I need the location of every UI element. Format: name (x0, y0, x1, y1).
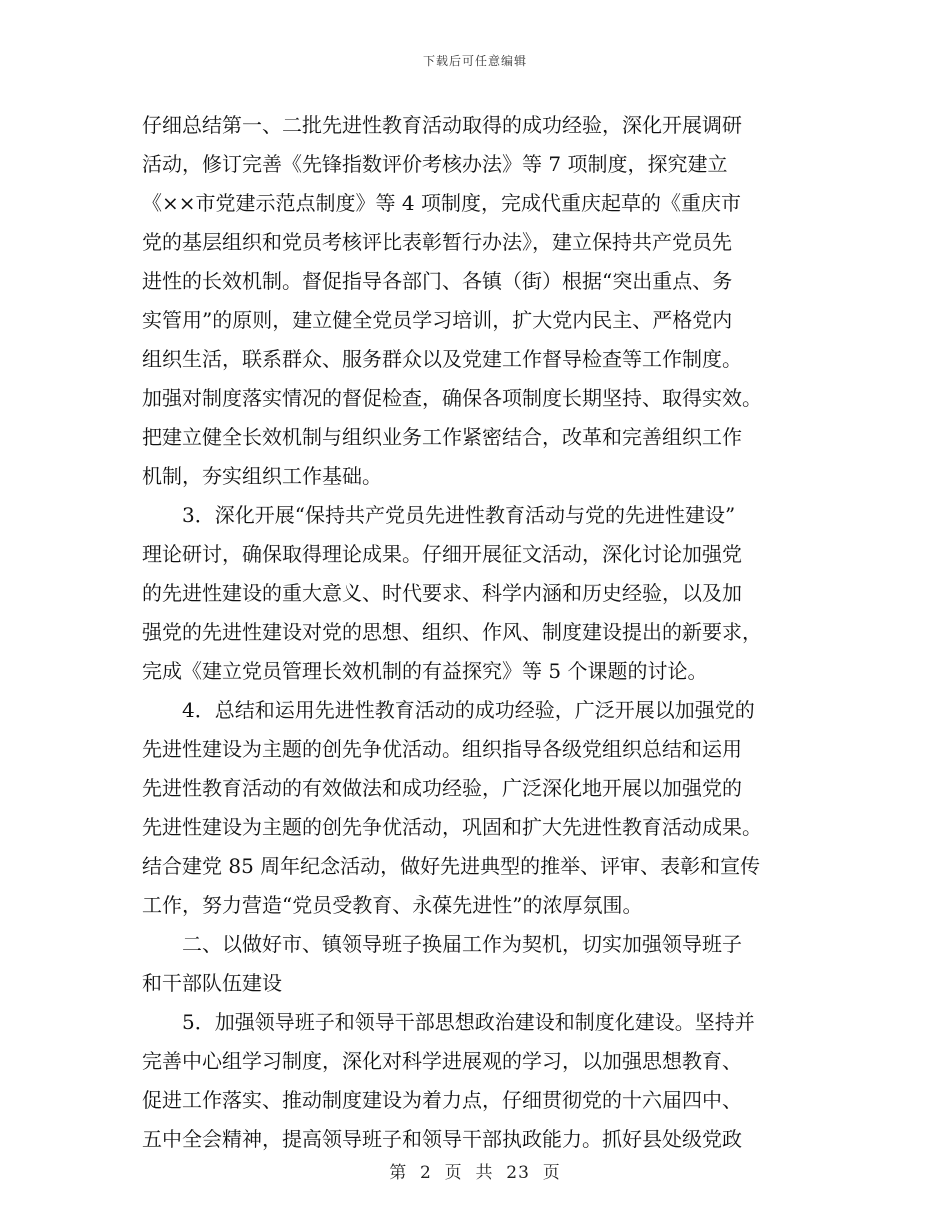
text-line: 党的基层组织和党员考核评比表彰暂行办法》，建立保持共产党员先 (142, 230, 732, 254)
text-line: 机制，夯实组织工作基础。 (142, 464, 382, 488)
text-line: 先进性建设为主题的创先争优活动，巩固和扩大先进性教育活动成果。 (142, 815, 762, 839)
text-line: 《××市党建示范点制度》等 4 项制度，完成代重庆起草的《重庆市 (142, 191, 741, 215)
text-line: 仔细总结第一、二批先进性教育活动取得的成功经验，深化开展调研 (142, 113, 742, 137)
text-line: 把建立健全长效机制与组织业务工作紧密结合，改革和完善组织工作 (142, 425, 742, 449)
text-line: 理论研讨，确保取得理论成果。仔细开展征文活动，深化讨论加强党 (142, 542, 742, 566)
text-line: 5．加强领导班子和领导干部思想政治建设和制度化建设。坚持并 (142, 1010, 755, 1034)
text-line: 4．总结和运用先进性教育活动的成功经验，广泛开展以加强党的 (142, 698, 755, 722)
text-line: 和干部队伍建设 (142, 971, 282, 995)
text-line: 二、以做好市、镇领导班子换届工作为契机，切实加强领导班子 (142, 932, 742, 956)
text-line: 强党的先进性建设对党的思想、组织、作风、制度建设提出的新要求， (142, 620, 762, 644)
text-line: 结合建党 85 周年纪念活动，做好先进典型的推举、评审、表彰和宣传 (142, 854, 761, 878)
text-line: 五中全会精神，提高领导班子和领导干部执政能力。抓好县处级党政 (142, 1127, 742, 1151)
text-line: 加强对制度落实情况的督促检查，确保各项制度长期坚持、取得实效。 (142, 386, 762, 410)
text-line: 完善中心组学习制度，深化对科学进展观的学习，以加强思想教育、 (142, 1049, 742, 1073)
text-line: 活动，修订完善《先锋指数评价考核办法》等 7 项制度，探究建立 (142, 152, 728, 176)
page-header: 下载后可任意编辑 (422, 54, 527, 68)
text-line: 先进性建设为主题的创先争优活动。组织指导各级党组织总结和运用 (142, 737, 742, 761)
document-body (142, 106, 808, 1159)
page-footer: 第 2 页 共 23 页 (389, 1163, 561, 1183)
text-line: 3．深化开展“保持共产党员先进性教育活动与党的先进性建设” (142, 503, 736, 527)
text-line: 的先进性建设的重大意义、时代要求、科学内涵和历史经验，以及加 (142, 581, 742, 605)
text-line: 工作，努力营造“党员受教育、永葆先进性”的浓厚氛围。 (142, 893, 643, 917)
text-line: 进性的长效机制。督促指导各部门、各镇（街）根据“突出重点、务 (142, 269, 733, 293)
text-line: 实管用”的原则，建立健全党员学习培训，扩大党内民主、严格党内 (142, 308, 733, 332)
text-line: 组织生活，联系群众、服务群众以及党建工作督导检查等工作制度。 (142, 347, 742, 371)
text-line: 促进工作落实、推动制度建设为着力点，仔细贯彻党的十六届四中、 (142, 1088, 742, 1112)
text-line: 完成《建立党员管理长效机制的有益探究》等 5 个课题的讨论。 (142, 659, 708, 683)
text-line: 先进性教育活动的有效做法和成功经验，广泛深化地开展以加强党的 (142, 776, 742, 800)
